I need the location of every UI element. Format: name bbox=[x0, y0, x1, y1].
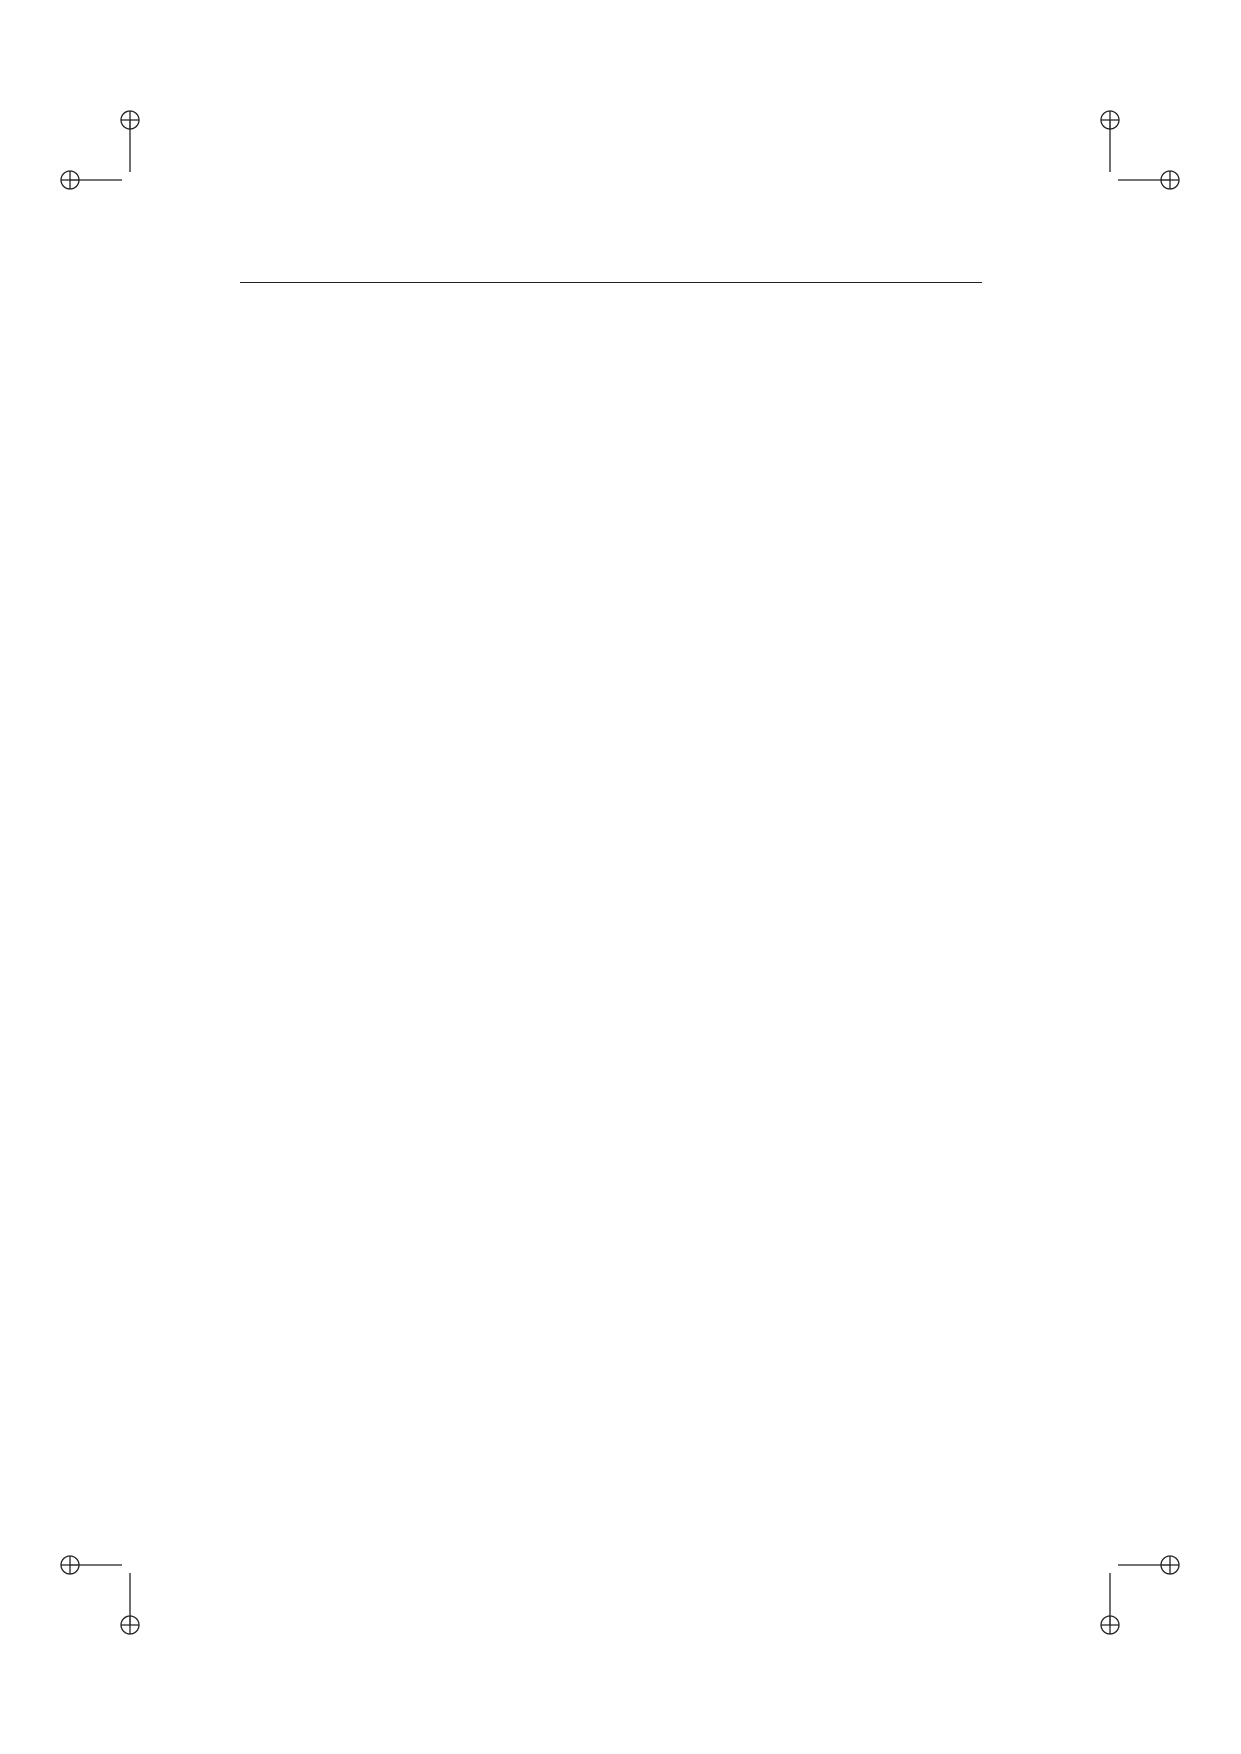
crop-mark-bottom-left bbox=[50, 1555, 140, 1645]
crop-mark-top-right bbox=[1100, 100, 1190, 190]
running-header bbox=[240, 256, 982, 283]
crop-mark-top-left bbox=[50, 100, 140, 190]
crop-mark-bottom-right bbox=[1100, 1555, 1190, 1645]
